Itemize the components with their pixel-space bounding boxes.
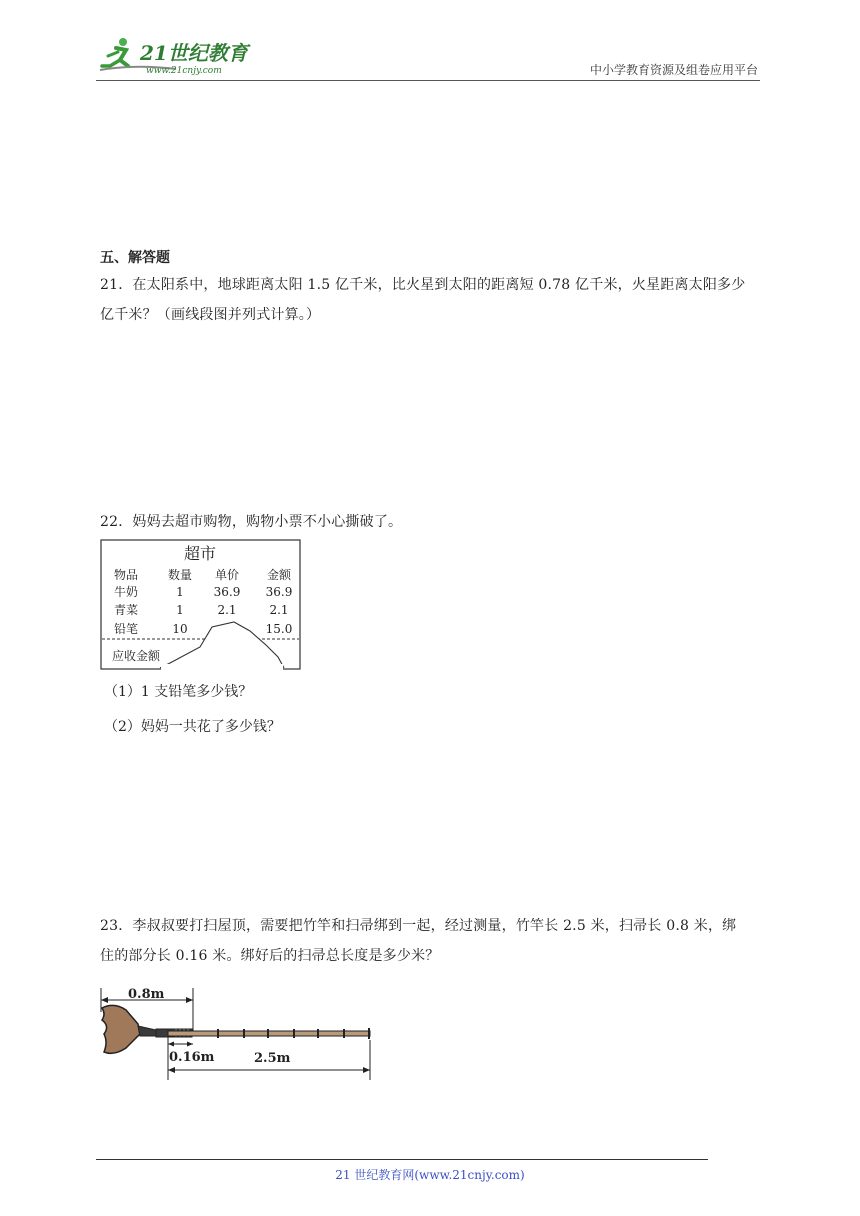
- question-22-sub1: （1）1 支铅笔多少钱？: [104, 684, 253, 700]
- receipt-row-veg-qty: 1: [176, 603, 184, 617]
- receipt-header-amount: 金额: [266, 568, 292, 582]
- receipt-row-milk-price: 36.9: [213, 585, 241, 599]
- header-platform-text: 中小学教育资源及组卷应用平台: [589, 63, 758, 77]
- receipt-row-milk-item: 牛奶: [114, 585, 139, 599]
- receipt-row-milk-amount: 36.9: [265, 585, 293, 599]
- receipt-row-pencil-item: 铅笔: [114, 622, 139, 636]
- footer-text[interactable]: 21 世纪教育网(www.21cnjy.com): [335, 1168, 525, 1182]
- question-23-line2: 住的部分长 0.16 米。绑好后的扫帚总长度是多少米？: [100, 948, 440, 964]
- receipt-row-veg-amount: 2.1: [269, 603, 289, 617]
- question-21-line1: 21．在太阳系中，地球距离太阳 1.5 亿千米，比火星到太阳的距离短 0.78 亿千米，火星距离太阳多少: [100, 277, 746, 293]
- header-divider: [96, 80, 760, 81]
- receipt-row-veg-item: 青菜: [114, 603, 139, 617]
- bamboo-pole-icon: [168, 1028, 370, 1039]
- receipt-row-pencil-amount: 15.0: [265, 622, 293, 636]
- logo-url: www.21cnjy.com: [146, 66, 222, 76]
- footer-divider: [96, 1159, 708, 1160]
- receipt-title: 超市: [183, 544, 217, 563]
- receipt-row-veg-price: 2.1: [217, 603, 237, 617]
- site-logo: [96, 36, 266, 78]
- label-pole-length: 2.5m: [254, 1051, 291, 1066]
- label-broom-length: 0.8m: [128, 987, 165, 1002]
- question-22: 22．妈妈去超市购物，购物小票不小心撕破了。: [100, 514, 403, 530]
- torn-receipt: [100, 539, 302, 675]
- question-21: [100, 270, 762, 330]
- question-22-sub2: （2）妈妈一共花了多少钱？: [104, 719, 281, 735]
- receipt-header-qty: 数量: [167, 568, 193, 582]
- receipt-header-item: 物品: [114, 568, 139, 582]
- section-title: 五、解答题: [100, 250, 170, 266]
- label-overlap-length: 0.16m: [169, 1050, 215, 1065]
- question-23-line1: 23．李叔叔要打扫屋顶，需要把竹竿和扫帚绑到一起，经过测量，竹竿长 2.5 米，扫帚长 0.8 米，绑: [100, 918, 737, 934]
- broom-pole-figure: [96, 982, 386, 1090]
- receipt-total-label: 应收金额: [112, 649, 161, 663]
- receipt-header-price: 单价: [214, 568, 240, 582]
- question-21-line2: 亿千米？（画线段图并列式计算。）: [100, 307, 321, 323]
- receipt-row-pencil-qty: 10: [172, 622, 188, 636]
- receipt-row-milk-qty: 1: [176, 585, 184, 599]
- broom-head-icon: [102, 1005, 192, 1053]
- question-23: [100, 911, 762, 971]
- logo-text: 21世纪教育: [140, 41, 248, 65]
